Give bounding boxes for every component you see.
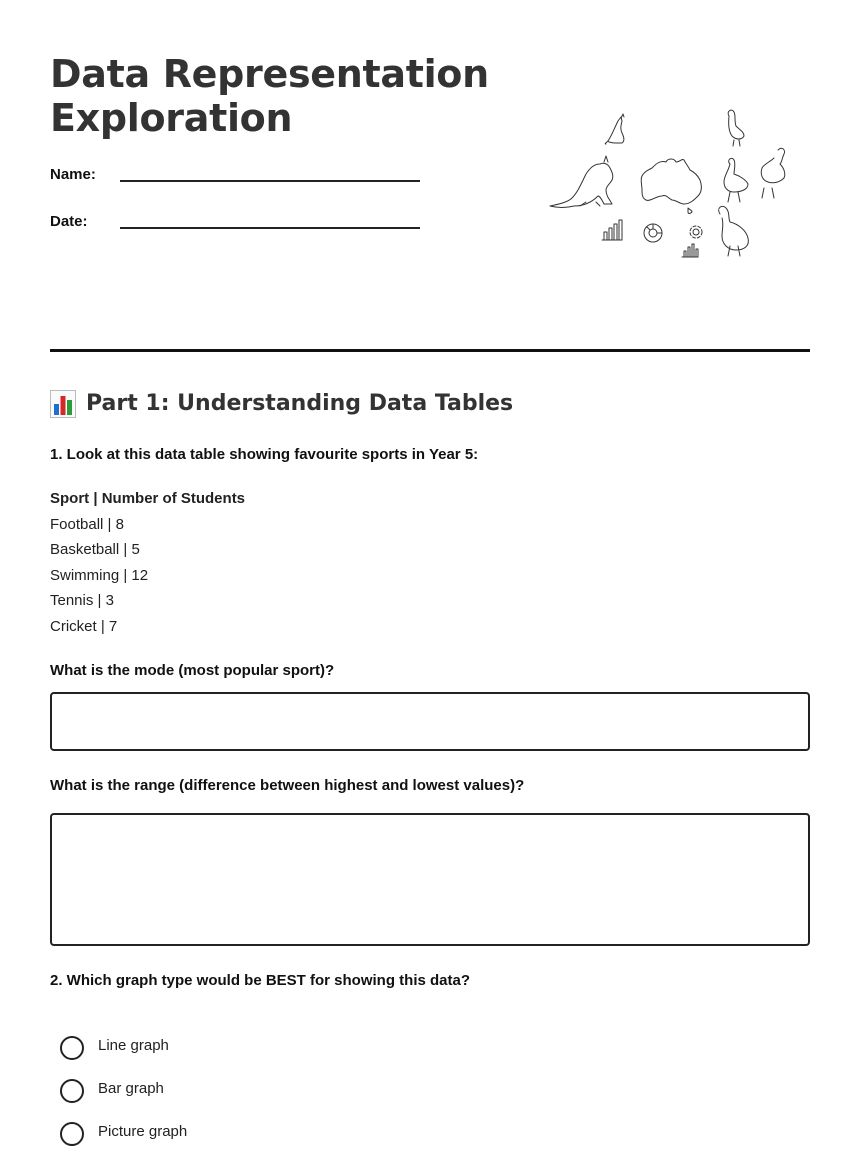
small-emu-icon — [728, 110, 744, 146]
title-line-1: Data Representation — [50, 52, 489, 96]
australia-map-icon — [641, 159, 701, 214]
worksheet-title — [50, 52, 489, 140]
option-picture-graph[interactable] — [60, 1120, 187, 1163]
option-line-graph[interactable] — [60, 1034, 187, 1077]
australian-animals-and-charts-icon — [546, 106, 796, 266]
small-kangaroo-icon — [605, 114, 624, 144]
name-line[interactable] — [120, 180, 420, 182]
option-bar-graph[interactable] — [60, 1077, 187, 1120]
emus-icon — [724, 148, 785, 202]
part1-title: Part 1: Understanding Data Tables — [86, 391, 514, 416]
kangaroo-icon — [550, 156, 613, 208]
table-row: Swimming | 12 — [50, 566, 149, 584]
date-line[interactable] — [120, 227, 420, 229]
radio-button[interactable] — [60, 1079, 84, 1103]
radio-button[interactable] — [60, 1036, 84, 1060]
range-question: What is the range (difference between highest and lowest values)? — [50, 777, 525, 794]
option-label: Picture graph — [98, 1123, 188, 1140]
mode-answer-box[interactable] — [50, 692, 810, 751]
mode-question: What is the mode (most popular sport)? — [50, 662, 335, 679]
date-field — [50, 213, 420, 243]
question-1-prompt: 1. Look at this data table showing favourite sports in Year 5: — [50, 446, 479, 463]
part1-heading — [50, 388, 513, 420]
donut-chart-icon — [644, 224, 662, 242]
ring-chart-icon — [690, 226, 702, 238]
table-row: Football | 8 — [50, 515, 124, 533]
name-label: Name: — [50, 166, 96, 183]
date-label: Date: — [50, 213, 88, 230]
option-label: Bar graph — [98, 1080, 164, 1097]
table-row: Tennis | 3 — [50, 592, 114, 609]
mini-bar-chart-icon — [602, 220, 622, 240]
table-row: Cricket | 7 — [50, 617, 118, 635]
sports-data-table — [50, 486, 245, 639]
section-divider — [50, 349, 810, 352]
tiny-bar-chart-icon — [682, 244, 698, 257]
table-header: Sport | Number of Students — [50, 490, 246, 507]
bar-chart-icon — [50, 390, 76, 418]
title-line-2: Exploration — [50, 96, 293, 140]
option-label: Line graph — [98, 1037, 169, 1054]
large-emu-icon — [719, 206, 749, 256]
graph-type-options — [60, 1034, 187, 1163]
table-row: Basketball | 5 — [50, 541, 140, 558]
name-field — [50, 166, 420, 196]
range-answer-box[interactable] — [50, 813, 810, 946]
question-2-prompt: 2. Which graph type would be BEST for showing this data? — [50, 972, 471, 989]
radio-button[interactable] — [60, 1122, 84, 1146]
